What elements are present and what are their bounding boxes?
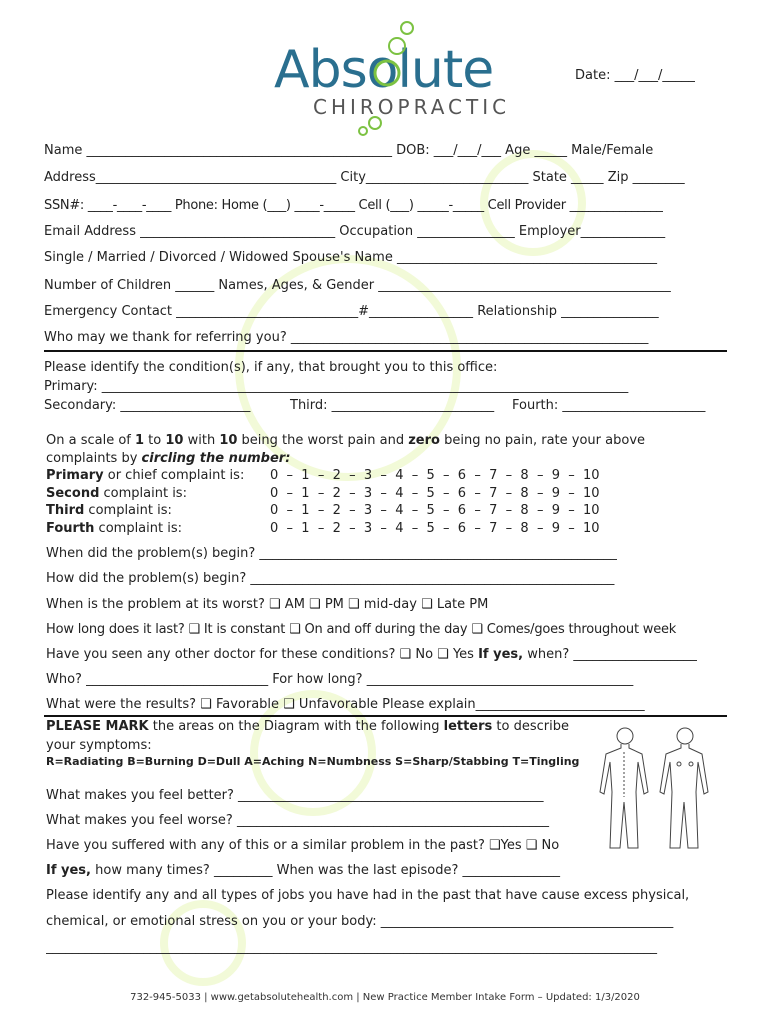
- how-many-times-field[interactable]: If yes, how many times? _________ When was the last episode? _______________: [46, 863, 560, 878]
- problem-begin-how[interactable]: How did the problem(s) begin? ________________________________________________________: [46, 571, 615, 586]
- diagram-instruction-cont: your symptoms:: [46, 738, 152, 753]
- secondary-condition-field[interactable]: Secondary: ____________________: [44, 398, 251, 413]
- third-complaint-label: Third complaint is:: [46, 503, 172, 518]
- body-diagram-icon[interactable]: [590, 722, 725, 852]
- problem-worst-time[interactable]: When is the problem at its worst? ❑ AM ❑ PM ❑ mid-day ❑ Late PM: [46, 597, 489, 612]
- marital-line[interactable]: Single / Married / Divorced / Widowed Spouse's Name ________________________________________: [44, 250, 657, 265]
- who-how-long[interactable]: Who? ____________________________ For how long? _________________________________________: [46, 672, 634, 687]
- footer: 732-945-5033 | www.getabsolutehealth.com | New Practice Member Intake Form – Updated: 1/3/2020: [130, 992, 640, 1003]
- address-line[interactable]: Address_____________________________________ City_________________________ State _____ Zip ________: [44, 170, 685, 185]
- second-pain-scale[interactable]: 0 – 1 – 2 – 3 – 4 – 5 – 6 – 7 – 8 – 9 – 10: [270, 486, 600, 501]
- referral-line[interactable]: Who may we thank for referring you? _______________________________________________________: [44, 330, 649, 345]
- third-pain-scale[interactable]: 0 – 1 – 2 – 3 – 4 – 5 – 6 – 7 – 8 – 9 – 10: [270, 503, 600, 518]
- primary-complaint-label: Primary or chief complaint is:: [46, 468, 245, 483]
- scale-intro: On a scale of 1 to 10 with 10 being the worst pain and zero being no pain, rate your above: [46, 433, 646, 448]
- logo-word: Absolute: [274, 40, 494, 100]
- divider: [44, 350, 727, 352]
- problem-duration[interactable]: How long does it last? ❑ It is constant ❑ On and off during the day ❑ Comes/goes throughout week: [46, 622, 677, 637]
- primary-condition-field[interactable]: Primary: _________________________________________________________________________________: [44, 379, 629, 394]
- problem-begin-when[interactable]: When did the problem(s) begin? _______________________________________________________: [46, 546, 617, 561]
- ssn-phone-line[interactable]: SSN#: ____-____-____ Phone: Home (___) ____-_____ Cell (___) _____-_____ Cell Provider _______________: [44, 198, 663, 213]
- other-doctor-question[interactable]: Have you seen any other doctor for these conditions? ❑ No ❑ Yes If yes, when? ___________________: [46, 647, 697, 662]
- past-problem-question[interactable]: Have you suffered with any of this or a similar problem in the past? ❑Yes ❑ No: [46, 838, 560, 853]
- results-question[interactable]: What were the results? ❑ Favorable ❑ Unfavorable Please explain__________________________: [46, 697, 645, 712]
- date-field[interactable]: Date: ___/___/_____: [575, 68, 695, 83]
- diagram-instruction: PLEASE MARK the areas on the Diagram with the following letters to describe: [46, 719, 569, 734]
- fourth-condition-field[interactable]: Fourth: ______________________: [512, 398, 706, 413]
- jobs-field[interactable]: chemical, or emotional stress on you or your body: _____________________________________________: [46, 914, 674, 929]
- feel-better-field[interactable]: What makes you feel better? _______________________________________________: [46, 788, 544, 803]
- jobs-field-cont[interactable]: ______________________________________________________________________________________________: [46, 940, 657, 955]
- jobs-question: Please identify any and all types of jobs you have had in the past that have cause excess physical,: [46, 888, 690, 903]
- scale-instruction: complaints by circling the number:: [46, 451, 291, 466]
- fourth-complaint-label: Fourth complaint is:: [46, 521, 182, 536]
- logo-bubbles-icon: [355, 18, 425, 138]
- fourth-pain-scale[interactable]: 0 – 1 – 2 – 3 – 4 – 5 – 6 – 7 – 8 – 9 – 10: [270, 521, 600, 536]
- emergency-line[interactable]: Emergency Contact ____________________________#________________ Relationship _______________: [44, 304, 659, 319]
- primary-pain-scale[interactable]: 0 – 1 – 2 – 3 – 4 – 5 – 6 – 7 – 8 – 9 – 10: [270, 468, 600, 483]
- name-line[interactable]: Name _______________________________________________ DOB: ___/___/___ Age _____ Male/Female: [44, 143, 654, 158]
- logo-subtitle: CHIROPRACTIC: [313, 95, 511, 119]
- email-line[interactable]: Email Address ______________________________ Occupation _______________ Employer_____________: [44, 224, 666, 239]
- condition-intro: Please identify the condition(s), if any, that brought you to this office:: [44, 360, 498, 375]
- feel-worse-field[interactable]: What makes you feel worse? ________________________________________________: [46, 813, 549, 828]
- children-line[interactable]: Number of Children ______ Names, Ages, & Gender _____________________________________________: [44, 278, 671, 293]
- symptom-legend: R=Radiating B=Burning D=Dull A=Aching N=Numbness S=Sharp/Stabbing T=Tingling: [46, 755, 580, 768]
- third-condition-field[interactable]: Third: _________________________: [290, 398, 495, 413]
- second-complaint-label: Second complaint is:: [46, 486, 187, 501]
- divider: [44, 715, 727, 717]
